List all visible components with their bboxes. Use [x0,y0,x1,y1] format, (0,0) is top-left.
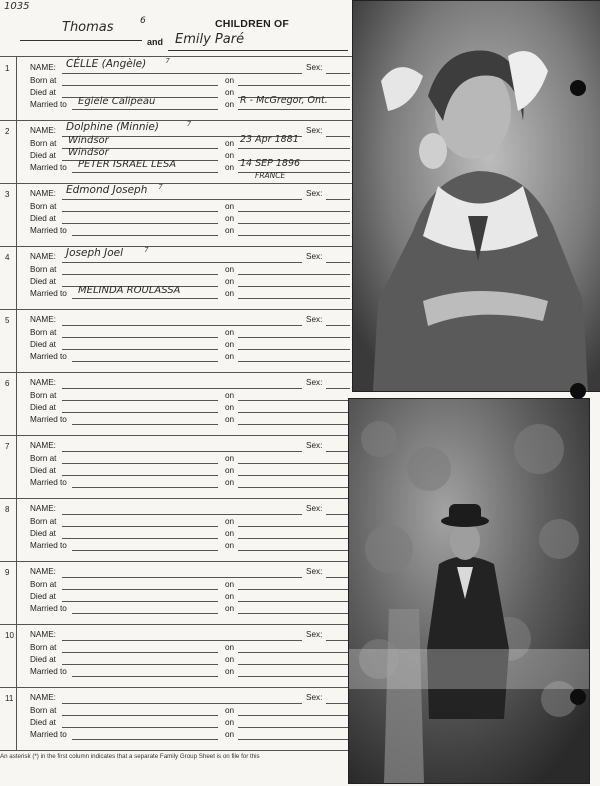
born-place: Windsor [68,135,109,146]
born-on-label: on [225,391,235,400]
child-name-generation: 7 [144,246,149,254]
died-date-line [238,538,350,539]
died-place-line [62,727,218,728]
row-number: 5 [5,316,10,325]
died-label: Died at [30,655,56,664]
married-date-line [238,613,350,614]
name-line [62,577,302,578]
name-label: NAME: [30,189,56,198]
row-number-cell [0,120,17,183]
child-name: CÉLLE (Angèle) [66,58,147,70]
married-label: Married to [30,478,67,487]
married-place-line [72,739,218,740]
born-date-line [238,715,350,716]
married-on-label: on [225,415,235,424]
row-number-cell [0,183,17,246]
died-date-line [238,286,350,287]
died-label: Died at [30,592,56,601]
married-on-label: on [225,478,235,487]
married-place-line [72,550,218,551]
born-on-label: on [225,202,235,211]
born-place-line [62,85,218,86]
born-on-label: on [225,580,235,589]
portrait-man-drawing [349,399,589,783]
born-place-line [62,463,218,464]
child-row [0,624,352,688]
married-date-line [238,424,350,425]
sex-line [326,640,350,641]
sex-label: Sex: [306,378,323,387]
row-number: 3 [5,190,10,199]
portrait-photo-man [348,398,590,784]
married-label: Married to [30,730,67,739]
row-number-cell [0,309,17,372]
married-label: Married to [30,541,67,550]
married-place-line [72,298,218,299]
child-row [0,435,352,499]
mother-name: Emily Paré [175,32,245,47]
died-on-label: on [225,529,235,538]
name-line [62,388,302,389]
married-label: Married to [30,289,67,298]
name-line [62,262,302,263]
name-label: NAME: [30,63,56,72]
child-name-generation: 7 [165,57,170,65]
footer-note: An asterisk (*) in the first column indicates that a separate Family Group Sheet is on file for this [0,753,260,760]
born-on-label: on [225,139,235,148]
died-date-line [238,601,350,602]
sex-label: Sex: [306,189,323,198]
married-on-label: on [225,352,235,361]
punch-hole-top [570,80,586,96]
born-place-line [62,337,218,338]
children-table [0,56,352,749]
married-date-line [238,298,350,299]
sheet-header [0,0,352,56]
name-line [62,325,302,326]
married-place-line [72,424,218,425]
married-note: FRANCE [255,171,286,180]
sex-label: Sex: [306,126,323,135]
portrait-photo-girl [352,0,600,392]
sex-line [326,577,350,578]
child-row [0,120,352,184]
married-date-line [238,361,350,362]
married-on-label: on [225,163,235,172]
sex-line [326,325,350,326]
name-label: NAME: [30,315,56,324]
married-place: PETER ISRAEL LESA [78,159,177,170]
born-place-line [62,589,218,590]
name-label: NAME: [30,630,56,639]
child-row [0,687,352,751]
child-name: Joseph Joel [66,247,124,259]
born-place-line [62,400,218,401]
died-date-line [238,412,350,413]
married-date: 14 SEP 1896 [240,158,301,169]
row-number: 8 [5,505,10,514]
sex-line [326,136,350,137]
born-place-line [62,715,218,716]
row-number: 10 [5,631,14,640]
sex-label: Sex: [306,315,323,324]
born-date-line [238,274,350,275]
died-date-line [238,223,350,224]
born-label: Born at [30,454,57,463]
row-number: 11 [5,694,14,703]
married-on-label: on [225,100,235,109]
married-label: Married to [30,667,67,676]
married-label: Married to [30,415,67,424]
row-number: 2 [5,127,10,136]
died-label: Died at [30,151,56,160]
child-row [0,498,352,562]
name-label: NAME: [30,567,56,576]
died-place-line [62,475,218,476]
sex-line [326,451,350,452]
married-date-line [238,676,350,677]
born-on-label: on [225,706,235,715]
row-number-cell [0,687,17,750]
married-on-label: on [225,226,235,235]
born-date-line [238,337,350,338]
died-on-label: on [225,88,235,97]
born-label: Born at [30,139,57,148]
married-place: MELINDA ROULASSA [78,285,181,296]
married-on-label: on [225,604,235,613]
born-date-line [238,589,350,590]
born-place-line [62,526,218,527]
married-label: Married to [30,604,67,613]
born-label: Born at [30,391,57,400]
sex-label: Sex: [306,693,323,702]
died-on-label: on [225,592,235,601]
child-name-generation: 7 [186,120,192,128]
row-number-cell [0,561,17,624]
died-label: Died at [30,88,56,97]
born-label: Born at [30,580,57,589]
name-label: NAME: [30,378,56,387]
row-number-cell [0,246,17,309]
born-date-line [238,652,350,653]
father-line [20,40,142,41]
died-label: Died at [30,277,56,286]
born-label: Born at [30,265,57,274]
died-on-label: on [225,277,235,286]
married-place-line [72,109,218,110]
punch-hole-bottom [570,689,586,705]
died-place-line [62,538,218,539]
married-place-line [72,361,218,362]
married-date-line [238,109,350,110]
died-on-label: on [225,340,235,349]
died-on-label: on [225,718,235,727]
died-place-line [62,349,218,350]
died-place-line [62,664,218,665]
name-line [62,199,302,200]
portrait-girl-drawing [353,1,600,391]
died-date-line [238,475,350,476]
born-date-line [238,85,350,86]
died-place: Windsor [68,147,109,158]
died-on-label: on [225,214,235,223]
born-on-label: on [225,454,235,463]
died-place-line [62,601,218,602]
row-number-cell [0,498,17,561]
married-label: Married to [30,163,67,172]
child-row [0,309,352,373]
child-name-generation: 7 [158,183,163,191]
child-row [0,183,352,247]
married-place-line [72,613,218,614]
died-on-label: on [225,403,235,412]
born-on-label: on [225,76,235,85]
born-on-label: on [225,328,235,337]
row-number-cell [0,372,17,435]
married-place-line [72,172,218,173]
name-label: NAME: [30,441,56,450]
header-title: CHILDREN OF [215,18,289,30]
died-place-line [62,412,218,413]
mother-line [168,50,348,51]
born-on-label: on [225,643,235,652]
married-label: Married to [30,226,67,235]
row-number-cell [0,57,17,120]
name-line [62,703,302,704]
married-place: Egiele Calipeau [78,96,156,107]
married-place-line [72,676,218,677]
died-label: Died at [30,466,56,475]
name-label: NAME: [30,504,56,513]
sex-line [326,199,350,200]
sex-label: Sex: [306,567,323,576]
born-label: Born at [30,706,57,715]
died-label: Died at [30,214,56,223]
child-row [0,372,352,436]
born-date-line [238,211,350,212]
married-date-line [238,235,350,236]
child-name: Edmond Joseph [66,184,148,196]
married-place-line [72,235,218,236]
and-label: and [147,37,164,47]
died-label: Died at [30,529,56,538]
born-on-label: on [225,517,235,526]
born-date-line [238,400,350,401]
died-date-line [238,664,350,665]
died-on-label: on [225,655,235,664]
married-label: Married to [30,352,67,361]
row-number: 1 [5,64,10,73]
name-line [62,514,302,515]
sex-line [326,262,350,263]
row-number: 9 [5,568,10,577]
died-on-label: on [225,151,235,160]
name-line [62,640,302,641]
page-number: 1035 [4,1,30,12]
born-place-line [62,652,218,653]
born-date-line [238,148,350,149]
born-label: Born at [30,643,57,652]
child-row [0,246,352,310]
sex-line [326,703,350,704]
sex-line [326,73,350,74]
died-label: Died at [30,718,56,727]
sex-label: Sex: [306,630,323,639]
row-number-cell [0,435,17,498]
married-on-label: on [225,730,235,739]
generation-number: 6 [140,16,146,26]
sex-label: Sex: [306,504,323,513]
married-date-line [238,550,350,551]
born-label: Born at [30,328,57,337]
name-line [62,73,302,74]
born-on-label: on [225,265,235,274]
married-label: Married to [30,100,67,109]
sex-label: Sex: [306,252,323,261]
name-label: NAME: [30,126,56,135]
sex-label: Sex: [306,441,323,450]
died-place-line [62,223,218,224]
born-label: Born at [30,517,57,526]
born-label: Born at [30,202,57,211]
child-name: Dolphine (Minnie) [66,121,159,133]
born-place-line [62,274,218,275]
sex-label: Sex: [306,63,323,72]
father-name: Thomas [62,20,114,35]
name-label: NAME: [30,252,56,261]
married-on-label: on [225,667,235,676]
name-line [62,451,302,452]
born-date-line [238,526,350,527]
died-date-line [238,349,350,350]
married-on-label: on [225,289,235,298]
name-label: NAME: [30,693,56,702]
sex-line [326,514,350,515]
sex-line [326,388,350,389]
died-date-line [238,727,350,728]
row-number: 6 [5,379,10,388]
row-number-cell [0,624,17,687]
child-row [0,57,352,121]
married-date: R - McGregor, Ont. [240,95,328,106]
died-label: Died at [30,340,56,349]
married-place-line [72,487,218,488]
punch-hole-middle [570,383,586,399]
row-number: 7 [5,442,10,451]
born-place-line [62,211,218,212]
married-on-label: on [225,541,235,550]
child-row [0,561,352,625]
row-number: 4 [5,253,10,262]
born-label: Born at [30,76,57,85]
married-date-line [238,739,350,740]
born-date: 23 Apr 1881 [240,134,299,145]
died-label: Died at [30,403,56,412]
born-date-line [238,463,350,464]
married-date-line [238,487,350,488]
died-on-label: on [225,466,235,475]
